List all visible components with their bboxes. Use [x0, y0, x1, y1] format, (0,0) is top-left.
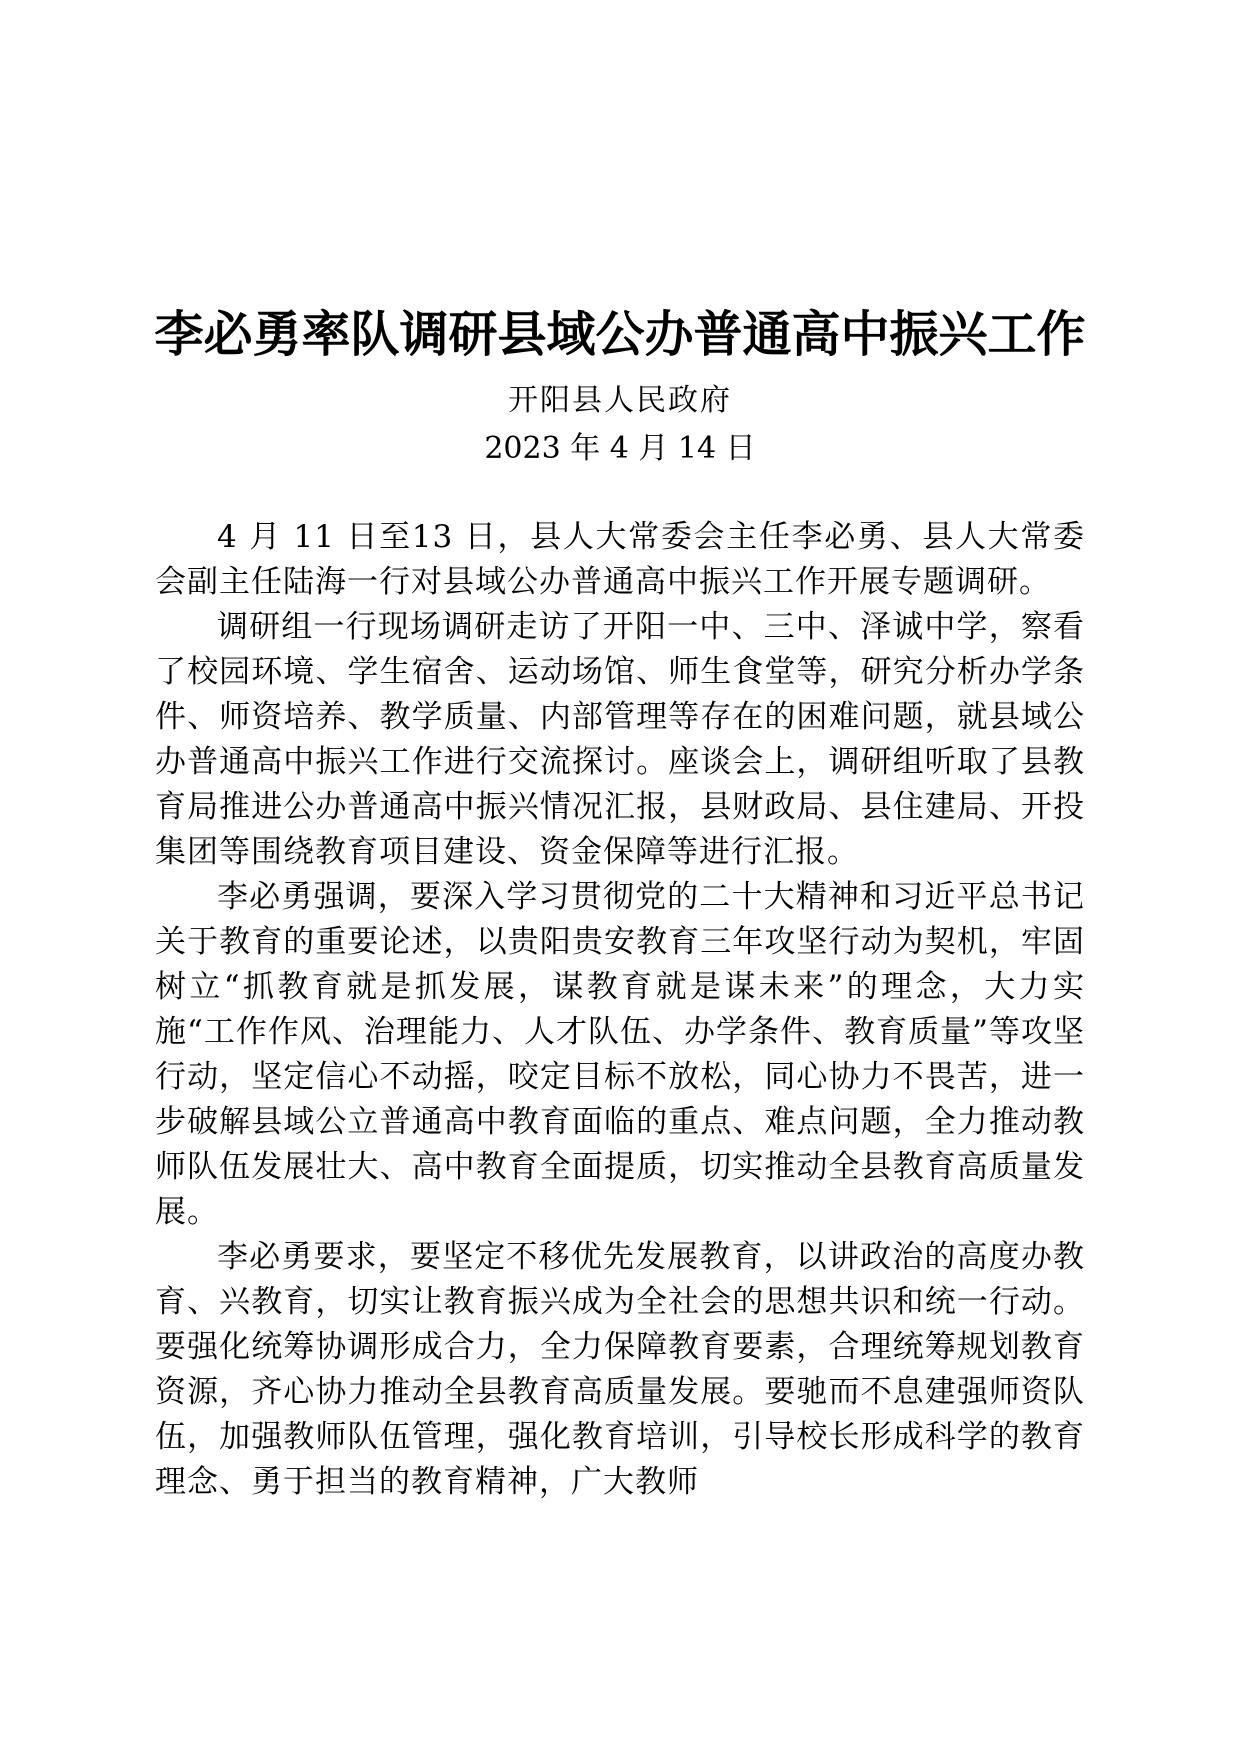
paragraph: 调研组一行现场调研走访了开阳一中、三中、泽诚中学，察看了校园环境、学生宿舍、运动场馆、师生食堂等，研究分析办学条件、师资培养、教学质量、内部管理等存在的困难问题，就县域公办普通高中振兴工作进行交流探讨。座谈会上，调研组听取了县教育局推进公办普通高中振兴情况汇报，县财政局、县住建局、开投集团等围绕教育项目建设、资金保障等进行汇报。	[155, 609, 1085, 870]
paragraph: 4 月 11 日至13 日，县人大常委会主任李必勇、县人大常委会副主任陆海一行对县域公办普通高中振兴工作开展专题调研。	[155, 519, 1085, 600]
document-body	[155, 515, 1085, 1505]
document-title: 李必勇率队调研县域公办普通高中振兴工作	[154, 305, 1086, 363]
paragraph: 李必勇要求，要坚定不移优先发展教育，以讲政治的高度办教育、兴教育，切实让教育振兴成为全社会的思想共识和统一行动。要强化统筹协调形成合力，全力保障教育要素，合理统筹规划教育资源，齐心协力推动全县教育高质量发展。要驰而不息建强师资队伍，加强教师队伍管理，强化教育培训，引导校长形成科学的教育理念、勇于担当的教育精神，广大教师	[155, 1239, 1085, 1500]
paragraph: 李必勇强调，要深入学习贯彻党的二十大精神和习近平总书记关于教育的重要论述，以贵阳贵安教育三年攻坚行动为契机，牢固树立“抓教育就是抓发展，谋教育就是谋未来”的理念，大力实施“工作作风、治理能力、人才队伍、办学条件、教育质量”等攻坚行动，坚定信心不动摇，咬定目标不放松，同心协力不畏苦，进一步破解县域公立普通高中教育面临的重点、难点问题，全力推动教师队伍发展壮大、高中教育全面提质，切实推动全县教育高质量发展。	[155, 879, 1085, 1230]
issuer-name: 开阳县人民政府	[508, 383, 732, 418]
publish-date: 2023 年 4 月 14 日	[484, 431, 756, 466]
